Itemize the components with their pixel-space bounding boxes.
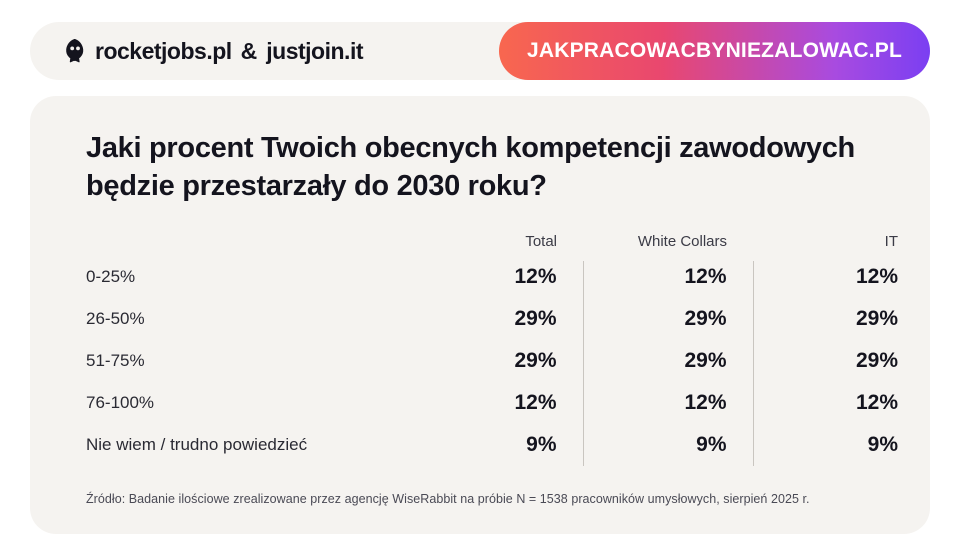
content-card — [30, 96, 930, 534]
row-label: 51-75% — [86, 351, 145, 371]
row-value-it: 12% — [855, 391, 898, 415]
brand-group — [62, 38, 363, 65]
row-value-it: 29% — [855, 307, 898, 331]
campaign-pill[interactable] — [499, 22, 930, 80]
table-header-row — [58, 233, 902, 261]
row-label: Nie wiem / trudno powiedzieć — [86, 435, 308, 455]
source-note: Źródło: Badanie ilościowe zrealizowane przez agencję WiseRabbit na próbie N = 1538 pracowników umysłowych, sierpień 2025 r. — [86, 492, 810, 507]
row-value-total: 12% — [413, 382, 583, 424]
row-label: 0-25% — [86, 267, 136, 287]
table-body — [58, 261, 902, 466]
table-row — [58, 261, 902, 298]
row-value-it: 9% — [867, 433, 898, 457]
brand-rocketjobs-label: rocketjobs.pl — [95, 37, 232, 64]
rocket-icon — [62, 38, 88, 64]
campaign-pill-label: JAKPRACOWACBYNIEZALOWAC.PL — [526, 39, 902, 62]
column-header-it: IT — [884, 233, 898, 251]
row-value-white-collars: 12% — [583, 382, 753, 424]
row-value-white-collars: 12% — [583, 261, 753, 298]
table-row — [58, 298, 902, 340]
row-label: 76-100% — [86, 393, 155, 413]
header-bar — [30, 22, 930, 80]
row-value-it: 12% — [855, 265, 898, 289]
column-header-label — [58, 233, 413, 261]
row-value-total: 9% — [413, 424, 583, 466]
table-row — [58, 382, 902, 424]
row-value-white-collars: 9% — [583, 424, 753, 466]
brand-justjoin-label: justjoin.it — [266, 37, 363, 64]
row-value-white-collars: 29% — [583, 298, 753, 340]
row-label: 26-50% — [86, 309, 145, 329]
page-title: Jaki procent Twoich obecnych kompetencji zawodowych będzie przestarzały do 2030 roku? — [86, 132, 855, 202]
table-header — [58, 233, 902, 261]
table-row — [58, 340, 902, 382]
row-value-total: 29% — [413, 298, 583, 340]
results-table — [58, 233, 902, 466]
brand-ampersand: & — [240, 37, 258, 64]
row-value-total: 29% — [413, 340, 583, 382]
row-value-white-collars: 29% — [583, 340, 753, 382]
table-row — [58, 424, 902, 466]
row-value-total: 12% — [413, 261, 583, 298]
column-header-white-collars: White Collars — [637, 233, 727, 251]
column-header-total: Total — [525, 233, 557, 251]
row-value-it: 29% — [855, 349, 898, 373]
